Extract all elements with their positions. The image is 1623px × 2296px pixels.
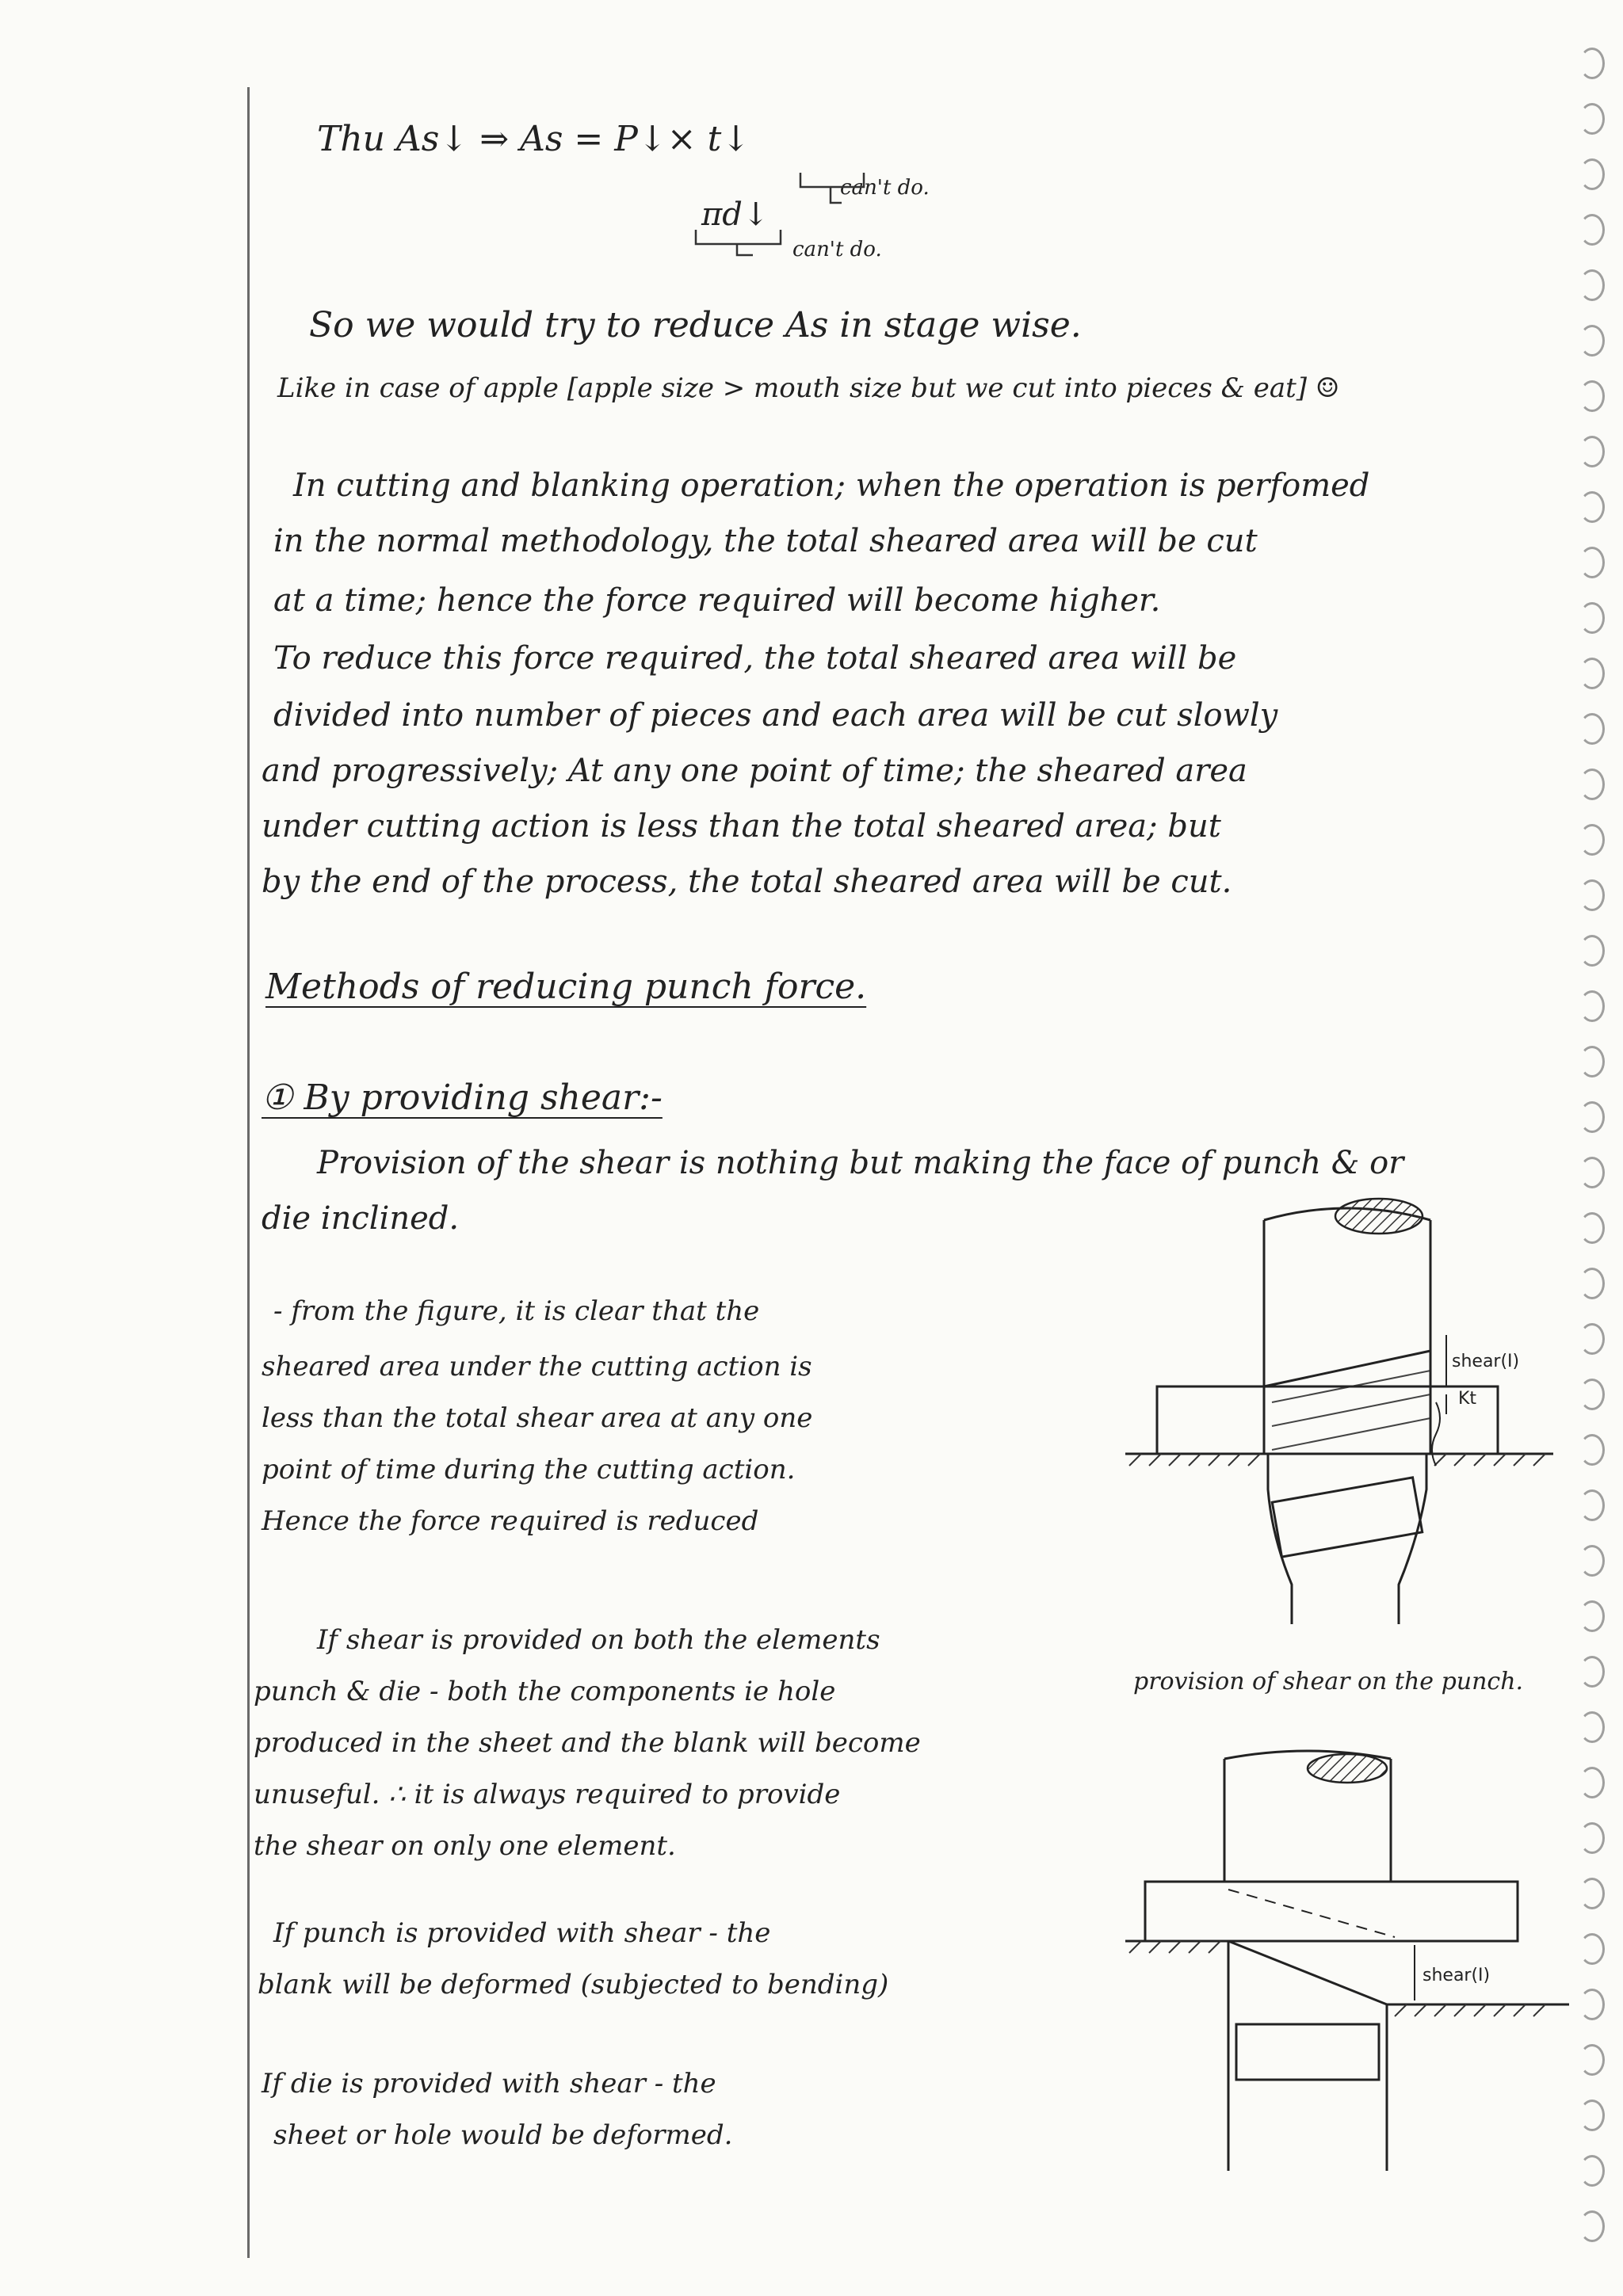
- both-text-line: produced in the sheet and the blank will become: [254, 1727, 921, 1759]
- paragraph-line: at a time; hence the force required will become higher.: [273, 582, 1161, 619]
- fig1-caption: provision of shear on the punch.: [1133, 1668, 1524, 1695]
- both-text-line: If shear is provided on both the elements: [317, 1624, 880, 1656]
- paragraph-line: and progressively; At any one point of time; the sheared area: [262, 753, 1247, 789]
- method-title: ① By providing shear:-: [262, 1077, 663, 1118]
- method-line-1: Provision of the shear is nothing but making the face of punch & or: [317, 1145, 1404, 1181]
- die-text-line: If die is provided with shear - the: [262, 2068, 716, 2100]
- paragraph-line: To reduce this force required, the total sheared area will be: [273, 640, 1237, 677]
- intro-line-1: So we would try to reduce As in stage wise.: [309, 305, 1082, 345]
- figure-text-line: point of time during the cutting action.: [262, 1454, 796, 1486]
- fig1-kt-label: Kt: [1458, 1389, 1477, 1409]
- section-heading: Methods of reducing punch force.: [265, 967, 867, 1007]
- paragraph-line: under cutting action is less than the total sheared area; but: [262, 808, 1221, 845]
- figure-text-line: sheared area under the cutting action is: [262, 1351, 812, 1383]
- formula-note-pid: can't do.: [792, 238, 882, 261]
- figure-text-line: - from the figure, it is clear that the: [273, 1295, 760, 1327]
- figure-shear-on-punch: [1109, 1180, 1585, 1656]
- figure-text-line: less than the total shear area at any one: [262, 1402, 813, 1434]
- both-text-line: the shear on only one element.: [254, 1830, 676, 1862]
- formula-line: Thu As↓ ⇒ As = P↓× t↓: [317, 119, 751, 159]
- both-text-line: punch & die - both the components ie hole: [254, 1676, 836, 1707]
- intro-line-2: Like in case of apple [apple size > mouth size but we cut into pieces & eat] ☺: [277, 372, 1340, 404]
- figure-shear-on-die: [1109, 1743, 1585, 2187]
- formula-brackets: [689, 158, 896, 261]
- margin-line: [247, 87, 250, 2258]
- die-text-line: sheet or hole would be deformed.: [273, 2119, 733, 2151]
- paragraph-line: by the end of the process, the total sheared area will be cut.: [262, 864, 1232, 900]
- formula-pi-d: πd↓: [701, 196, 769, 233]
- figure-text-line: Hence the force required is reduced: [262, 1505, 759, 1537]
- both-text-line: unuseful. ∴ it is always required to provide: [254, 1779, 841, 1810]
- punch-text-line: blank will be deformed (subjected to bending): [258, 1969, 889, 2000]
- fig2-shear-label: shear(I): [1423, 1966, 1491, 1985]
- formula-note-t: can't do.: [840, 176, 930, 200]
- paragraph-line: In cutting and blanking operation; when the operation is perfomed: [293, 467, 1370, 504]
- punch-text-line: If punch is provided with shear - the: [273, 1917, 771, 1949]
- fig1-shear-label: shear(I): [1452, 1352, 1520, 1371]
- method-line-2: die inclined.: [262, 1200, 460, 1237]
- paragraph-line: divided into number of pieces and each area will be cut slowly: [273, 697, 1278, 734]
- paragraph-line: in the normal methodology, the total sheared area will be cut: [273, 523, 1258, 559]
